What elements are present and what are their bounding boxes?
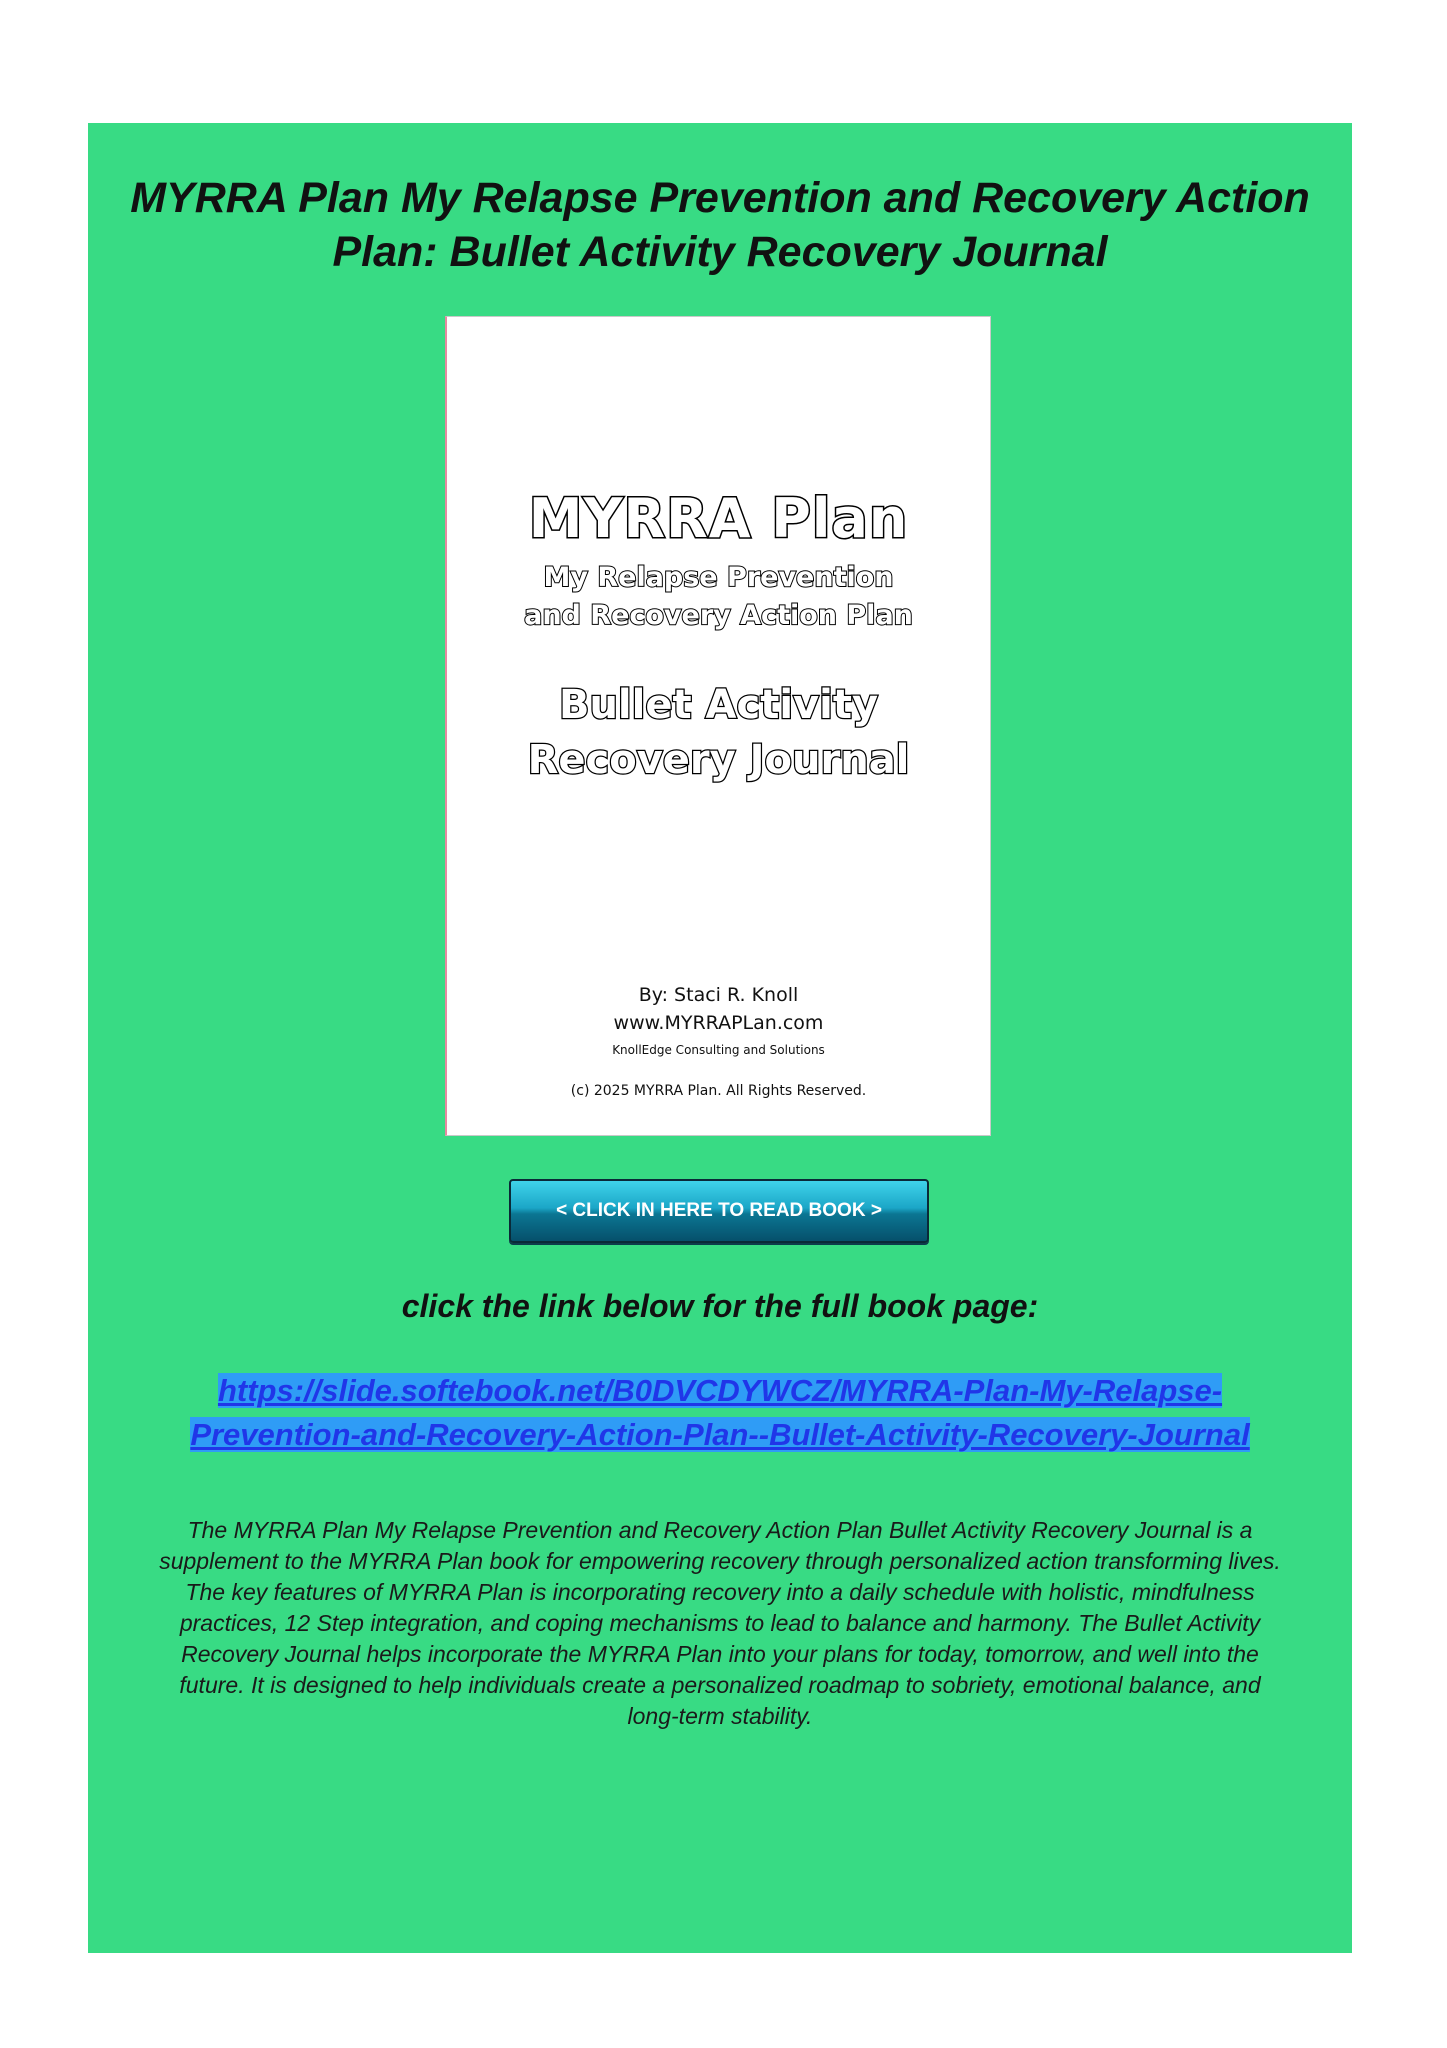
cover-subtitle-line-2: and Recovery Action Plan	[524, 600, 913, 631]
cover-website: www.MYRRAPLan.com	[613, 1012, 824, 1034]
title-line-2: Plan: Bullet Activity Recovery Journal	[332, 228, 1108, 276]
cover-subtitle-line-1: My Relapse Prevention	[543, 562, 894, 593]
book-link-line-2[interactable]: Prevention-and-Recovery-Action-Plan--Bullet-Activity-Recovery-Journal	[190, 1417, 1250, 1452]
cover-journal-line-1: Bullet Activity	[558, 682, 879, 728]
content-panel	[88, 123, 1352, 1953]
description-line: long-term stability.	[627, 1703, 813, 1729]
cover-journal-line-2: Recovery Journal	[527, 737, 910, 783]
book-link-line-1[interactable]: https://slide.softebook.net/B0DVCDYWCZ/MYRRA-Plan-My-Relapse-	[217, 1373, 1223, 1408]
description-line: supplement to the MYRRA Plan book for empowering recovery through personalized action transforming lives.	[159, 1548, 1281, 1574]
description-line: future. It is designed to help individuals create a personalized roadmap to sobriety, emotional balance, and	[179, 1672, 1261, 1698]
book-link[interactable]	[88, 1369, 1352, 1457]
cover-copyright: (c) 2025 MYRRA Plan. All Rights Reserved.	[570, 1083, 867, 1099]
description-line: The MYRRA Plan My Relapse Prevention and Recovery Action Plan Bullet Activity Recovery Journal is a	[187, 1517, 1253, 1543]
page-title	[88, 171, 1352, 279]
book-cover-image	[445, 316, 991, 1136]
cover-author: By: Staci R. Knoll	[638, 984, 799, 1006]
description-line: The key features of MYRRA Plan is incorporating recovery into a daily schedule with holistic, mindfulness	[185, 1579, 1255, 1605]
title-line-1: MYRRA Plan My Relapse Prevention and Recovery Action	[130, 174, 1310, 222]
cover-company: KnollEdge Consulting and Solutions	[612, 1043, 825, 1057]
link-prompt: click the link below for the full book page:	[401, 1288, 1039, 1324]
description-line: practices, 12 Step integration, and coping mechanisms to lead to balance and harmony. The Bullet Activity	[179, 1610, 1261, 1636]
description-line: Recovery Journal helps incorporate the MYRRA Plan into your plans for today, tomorrow, and well into the	[181, 1641, 1259, 1667]
cover-main-title: MYRRA Plan	[528, 487, 909, 550]
read-book-button[interactable]: < CLICK IN HERE TO READ BOOK >	[509, 1179, 929, 1243]
book-description	[88, 1515, 1352, 1732]
